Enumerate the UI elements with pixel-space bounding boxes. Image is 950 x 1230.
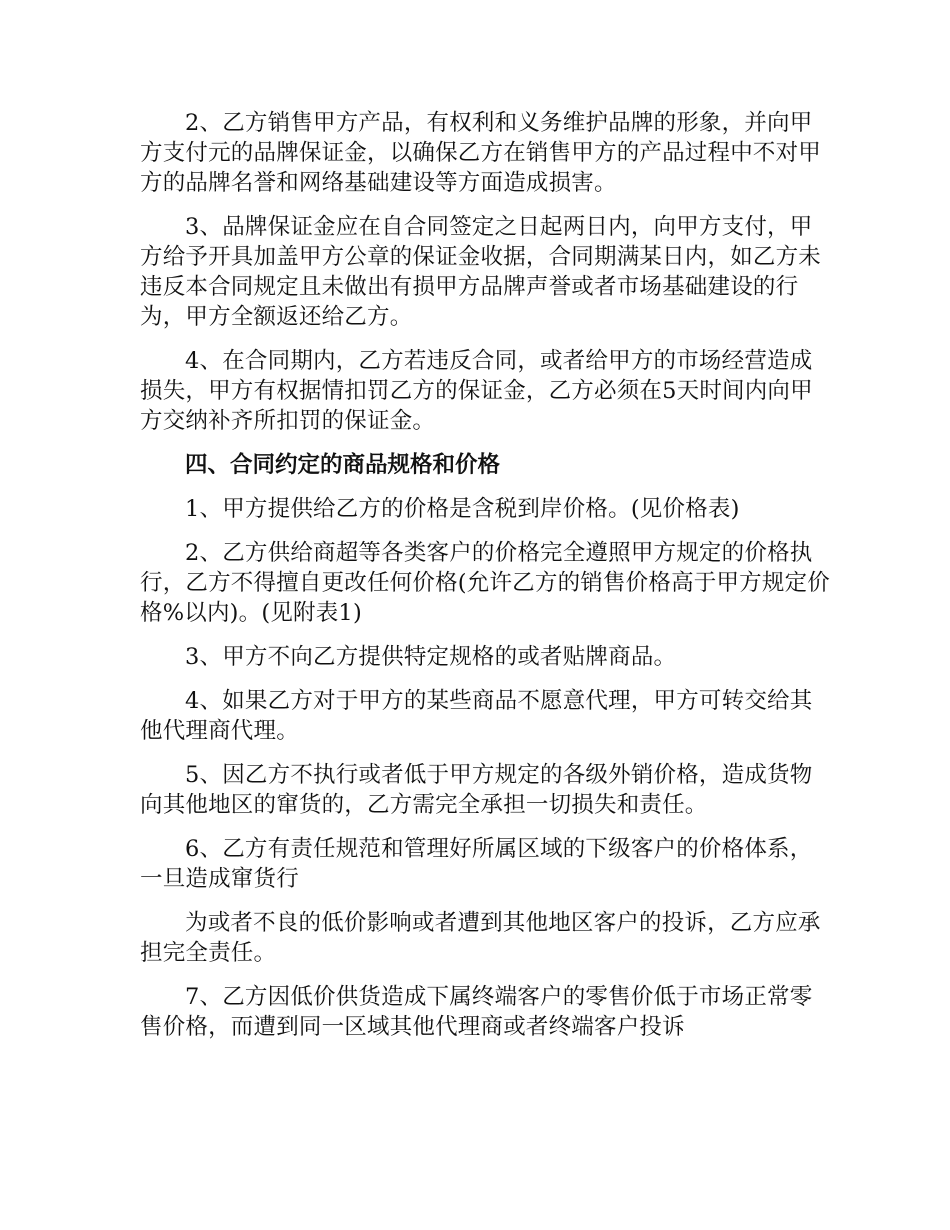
paragraph-price-system-continued: 为或者不良的低价影响或者遭到其他地区客户的投诉，乙方应承担完全责任。 [140,910,821,966]
paragraph-deposit-purpose: 2、乙方销售甲方产品，有权利和义务维护品牌的形象，并向甲方支付元的品牌保证金，以确保乙方在销售甲方的产品过程中不对甲方的品牌名誉和网络基础建设等方面造成损害。 [140,110,822,196]
paragraph-cross-region-liability: 5、因乙方不执行或者低于甲方规定的各级外销价格，造成货物向其他地区的窜货的，乙方需完全承担一切损失和责任。 [140,762,813,818]
paragraph-price-basis: 1、甲方提供给乙方的价格是含税到岸价格。(见价格表) [185,496,740,522]
paragraph-no-oem: 3、甲方不向乙方提供特定规格的或者贴牌商品。 [185,644,677,670]
paragraph-deposit-payment: 3、品牌保证金应在自合同签定之日起两日内，向甲方支付，甲方给予开具加盖甲方公章的保证金收据，合同期满某日内，如乙方未违反本合同规定且未做出有损甲方品牌声誉或者市场基础建设的行为，甲方全额返还给乙方。 [140,214,822,330]
paragraph-price-system: 6、乙方有责任规范和管理好所属区域的下级客户的价格体系，一旦造成窜货行 [140,836,813,892]
paragraph-deposit-penalty: 4、在合同期内，乙方若违反合同，或者给甲方的市场经营造成损失，甲方有权据情扣罚乙方的保证金，乙方必须在5天时间内向甲方交纳补齐所扣罚的保证金。 [140,348,813,434]
document-page [140,108,830,1056]
paragraph-price-compliance: 2、乙方供给商超等各类客户的价格完全遵照甲方规定的价格执行，乙方不得擅自更改任何价格(允许乙方的销售价格高于甲方规定价格%以内)。(见附表1) [140,540,830,626]
paragraph-transfer-agency: 4、如果乙方对于甲方的某些商品不愿意代理，甲方可转交给其他代理商代理。 [140,688,813,744]
paragraph-low-price-complaint: 7、乙方因低价供货造成下属终端客户的零售价低于市场正常零售价格，而遭到同一区域其他代理商或者终端客户投诉 [140,984,813,1040]
section-heading-specs-prices: 四、合同约定的商品规格和价格 [185,452,501,478]
